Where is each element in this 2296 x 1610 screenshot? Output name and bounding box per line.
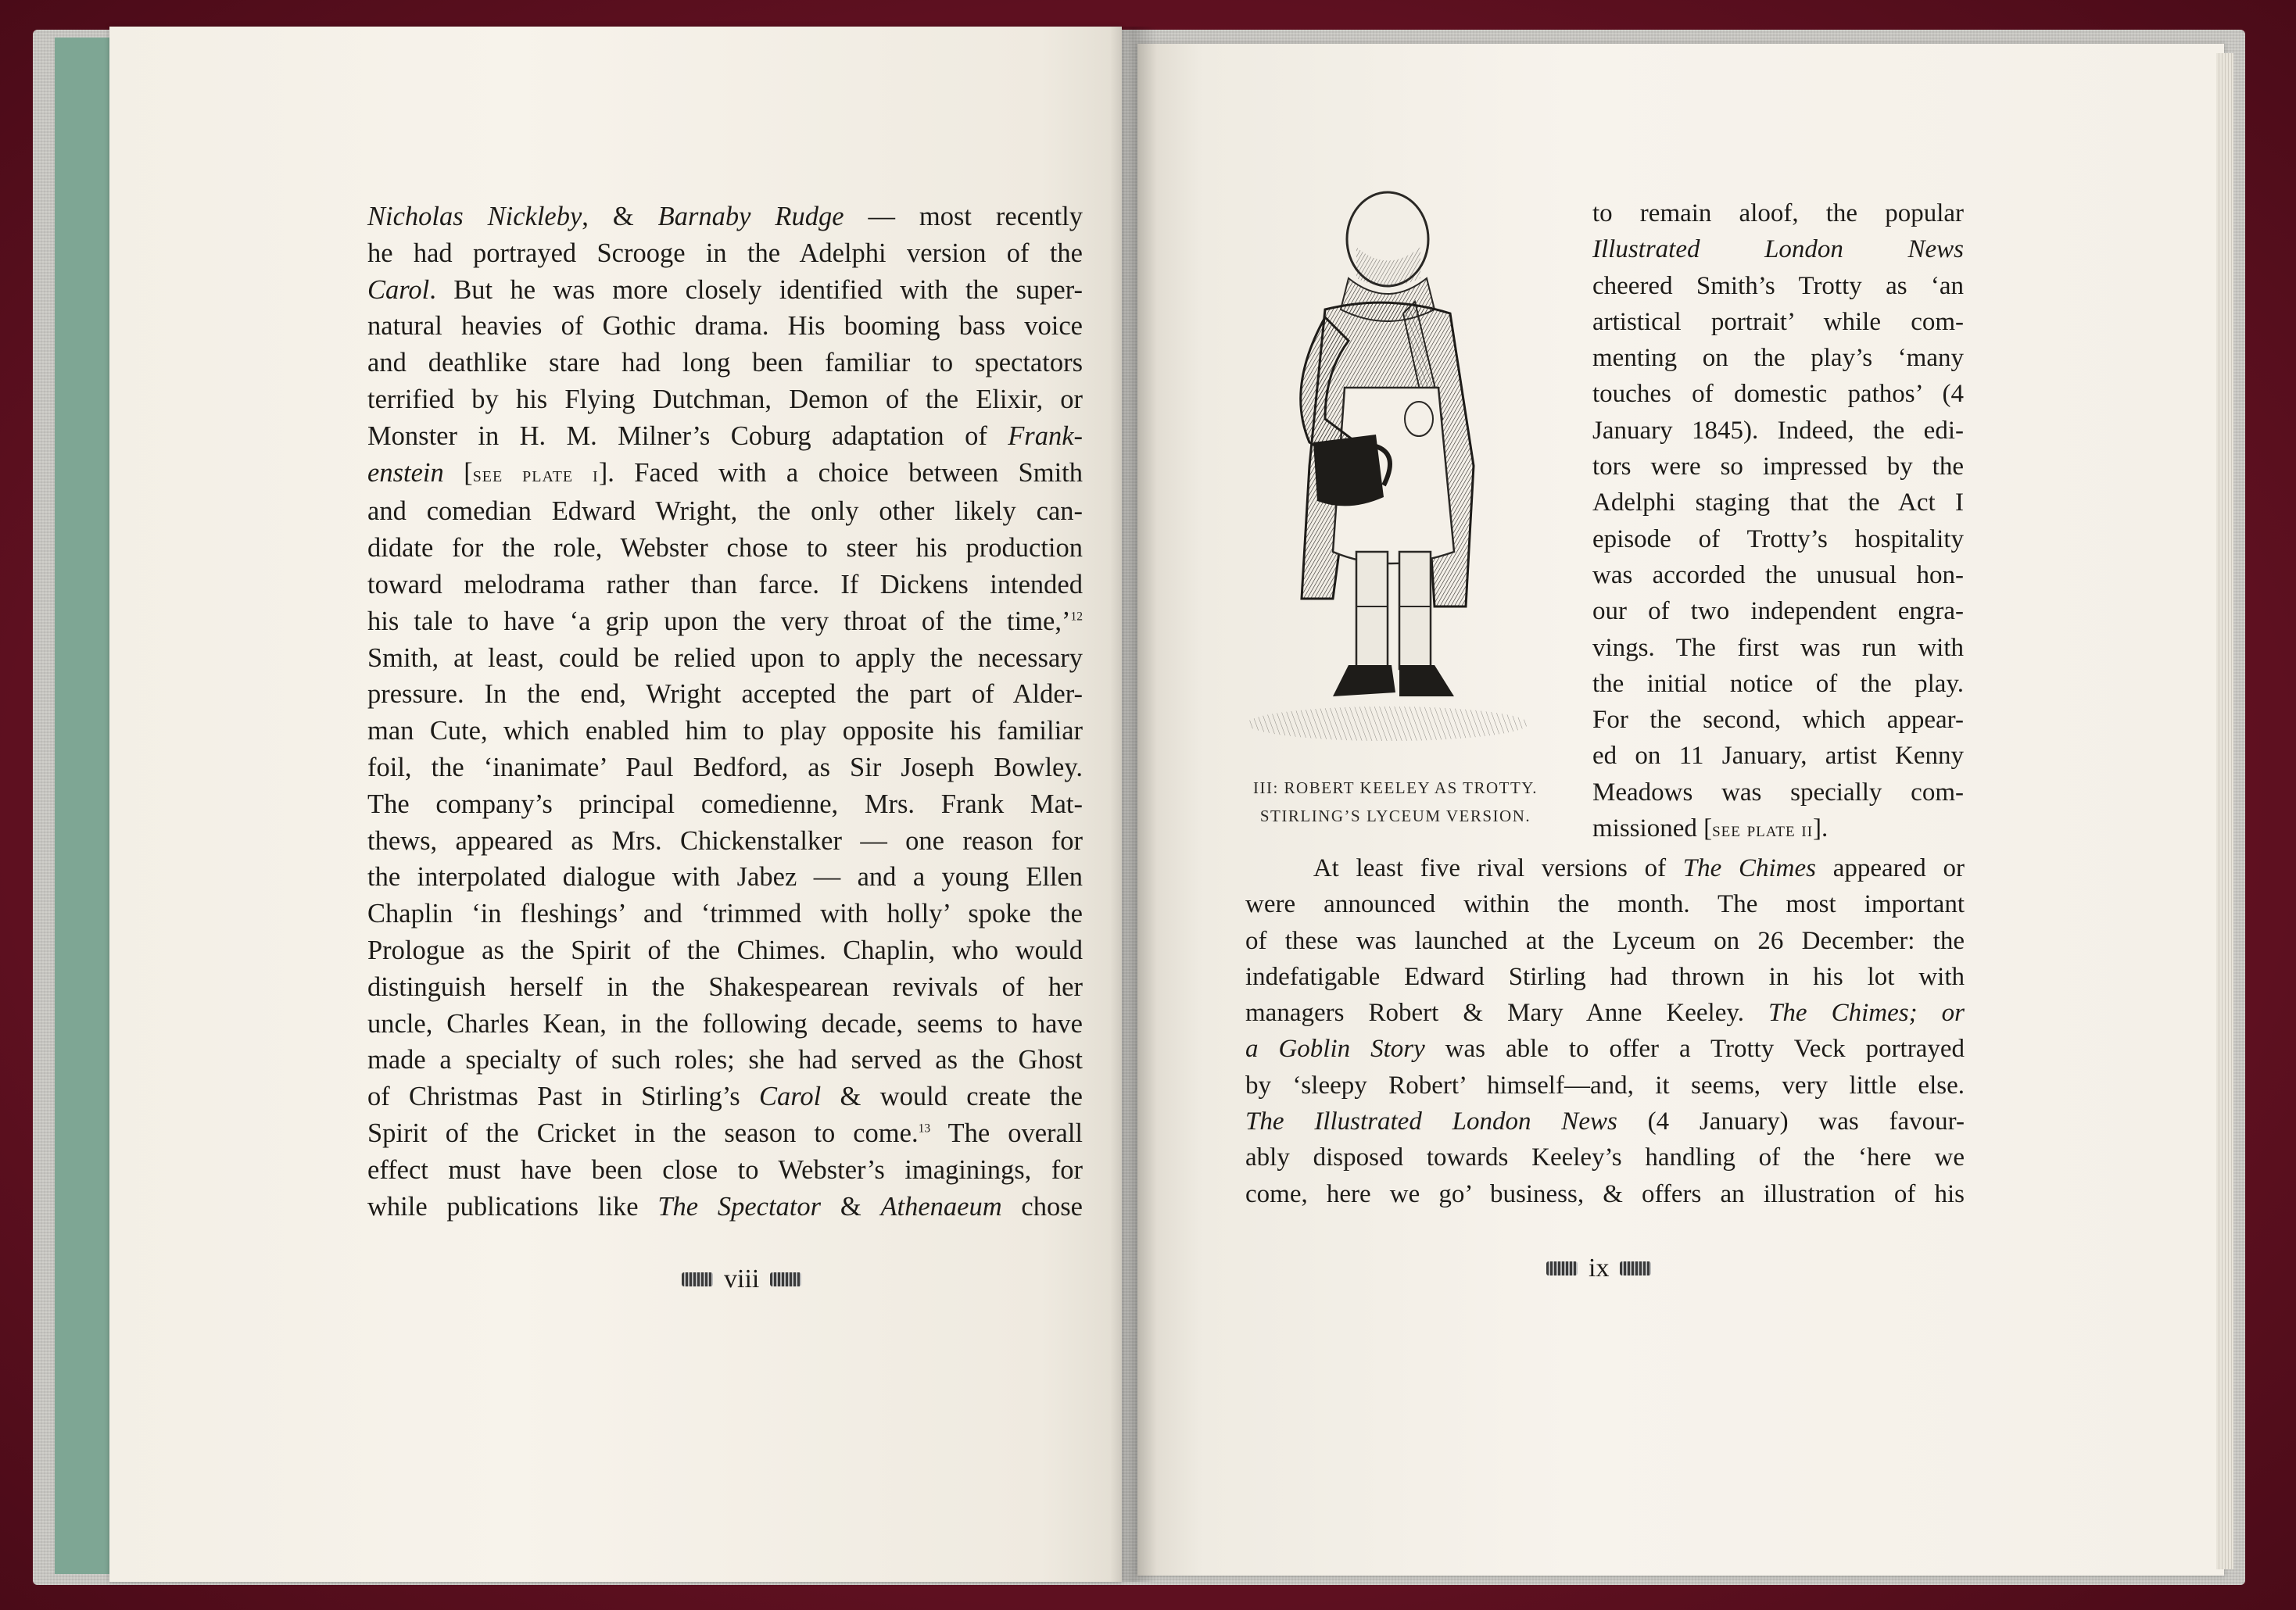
text-line: Smith, at least, could be relied upon to apply the necessary xyxy=(367,642,1083,673)
text-line: pressure. In the end, Wright accepted the part of Alder- xyxy=(367,679,1083,710)
page-ornament-icon xyxy=(682,1272,713,1286)
text-line: indefatigable Edward Stirling had thrown in his lot with xyxy=(1245,962,1965,991)
text-line: by ‘sleepy Robert’ himself—and, it seems, very little else. xyxy=(1245,1071,1965,1100)
left-folio xyxy=(682,1265,801,1294)
text-line: vings. The first was run with xyxy=(1592,633,1964,662)
text-line: his tale to have ‘a grip upon the very throat of the time,’$^{12}$ xyxy=(367,606,1083,636)
text-line: toward melodrama rather than farce. If Dickens intended xyxy=(367,569,1083,599)
text-line: Spirit of the Cricket in the season to come.$^{13}$ The overall xyxy=(367,1118,1083,1148)
illustration-caption xyxy=(1220,774,1571,830)
right-folio xyxy=(1546,1254,1651,1283)
text-line: For the second, which appear- xyxy=(1592,706,1964,735)
text-line: the initial notice of the play. xyxy=(1592,669,1964,698)
engraving-illustration xyxy=(1239,184,1548,747)
left-page-number: viii xyxy=(724,1265,760,1293)
text-line: Illustrated London News xyxy=(1592,235,1964,264)
text-line: made a specialty of such roles; she had served as the Ghost xyxy=(367,1045,1083,1075)
text-line: enstein [see plate i]. Faced with a choice between Smith xyxy=(367,457,1084,488)
text-line: menting on the play’s ‘many xyxy=(1592,344,1964,373)
text-line: natural heavies of Gothic drama. His booming bass voice xyxy=(367,311,1083,342)
right-page-text xyxy=(1245,850,1965,1212)
page-edges xyxy=(2216,53,2233,1569)
page-ornament-icon xyxy=(770,1272,801,1286)
page-ornament-icon xyxy=(1546,1261,1578,1275)
text-line: distinguish herself in the Shakespearean revivals of her xyxy=(367,971,1083,1002)
text-line: come, here we go’ business, & offers an illustration of his xyxy=(1245,1179,1965,1208)
text-line: Carol. But he was more closely identified with the super- xyxy=(367,274,1083,305)
text-line: and deathlike stare had long been familiar to spectators xyxy=(367,348,1083,378)
right-column-text xyxy=(1592,195,1964,847)
text-line: Meadows was specially com- xyxy=(1592,778,1964,807)
text-line: thews, appeared as Mrs. Chickenstalker — one reason for xyxy=(367,825,1083,856)
text-line: At least five rival versions of The Chimes appeared or xyxy=(1245,854,1965,882)
text-line: cheered Smith’s Trotty as ‘an xyxy=(1592,271,1964,300)
text-line: he had portrayed Scrooge in the Adelphi version of the xyxy=(367,238,1083,268)
text-line: foil, the ‘inanimate’ Paul Bedford, as Sir Joseph Bowley. xyxy=(367,752,1083,782)
text-line: man Cute, which enabled him to play opposite his familiar xyxy=(367,716,1083,746)
text-line: artistical portrait’ while com- xyxy=(1592,307,1964,336)
text-line: effect must have been close to Webster’s imaginings, for xyxy=(367,1154,1083,1185)
text-line: of these was launched at the Lyceum on 26 December: the xyxy=(1245,926,1965,955)
text-line: Chaplin ‘in fleshings’ and ‘trimmed with holly’ spoke the xyxy=(367,899,1083,929)
text-line: didate for the role, Webster chose to steer his production xyxy=(367,533,1083,564)
text-line: ably disposed towards Keeley’s handling of the ‘here we xyxy=(1245,1143,1965,1172)
text-line: episode of Trotty’s hospitality xyxy=(1592,524,1964,553)
right-page-number: ix xyxy=(1589,1254,1610,1283)
text-line: were announced within the month. The most important xyxy=(1245,890,1965,919)
text-line: the interpolated dialogue with Jabez — and a young Ellen xyxy=(367,862,1083,893)
text-line: was accorded the unusual hon- xyxy=(1592,560,1964,589)
text-line: Prologue as the Spirit of the Chimes. Chaplin, who would xyxy=(367,935,1083,965)
text-line: Adelphi staging that the Act I xyxy=(1592,488,1964,517)
caption-line: STIRLING’S LYCEUM VERSION. xyxy=(1259,807,1531,825)
text-line: a Goblin Story was able to offer a Trotty Veck portrayed xyxy=(1245,1035,1965,1064)
text-line: Nicholas Nickleby, & Barnaby Rudge — most recently xyxy=(367,202,1084,231)
text-line: missioned [see plate ii]. xyxy=(1592,814,1829,843)
page-ornament-icon xyxy=(1620,1261,1651,1275)
text-line: The Illustrated London News (4 January) was favour- xyxy=(1245,1107,1965,1136)
text-line: while publications like The Spectator & Athenaeum chose xyxy=(367,1191,1083,1222)
text-line: and comedian Edward Wright, the only other likely can- xyxy=(367,496,1083,527)
gutter-shadow xyxy=(1110,27,1157,1582)
text-line: our of two independent engra- xyxy=(1592,597,1964,626)
text-line: uncle, Charles Kean, in the following decade, seems to have xyxy=(367,1008,1083,1039)
text-line: ed on 11 January, artist Kenny xyxy=(1592,742,1964,771)
text-line: The company’s principal comedienne, Mrs. Frank Mat- xyxy=(367,789,1083,819)
text-line: Monster in H. M. Milner’s Coburg adaptation of Frank- xyxy=(367,420,1083,451)
text-line: managers Robert & Mary Anne Keeley. The Chimes; or xyxy=(1245,999,1965,1028)
left-page-text xyxy=(367,199,1083,1225)
text-line: tors were so impressed by the xyxy=(1592,453,1964,481)
text-line: January 1845). Indeed, the edi- xyxy=(1592,416,1964,445)
text-line: of Christmas Past in Stirling’s Carol & would create the xyxy=(367,1082,1083,1112)
text-line: terrified by his Flying Dutchman, Demon of the Elixir, or xyxy=(367,384,1083,414)
caption-line: III: ROBERT KEELEY AS TROTTY. xyxy=(1252,778,1538,797)
text-line: to remain aloof, the popular xyxy=(1592,199,1964,227)
text-line: touches of domestic pathos’ (4 xyxy=(1592,380,1964,409)
